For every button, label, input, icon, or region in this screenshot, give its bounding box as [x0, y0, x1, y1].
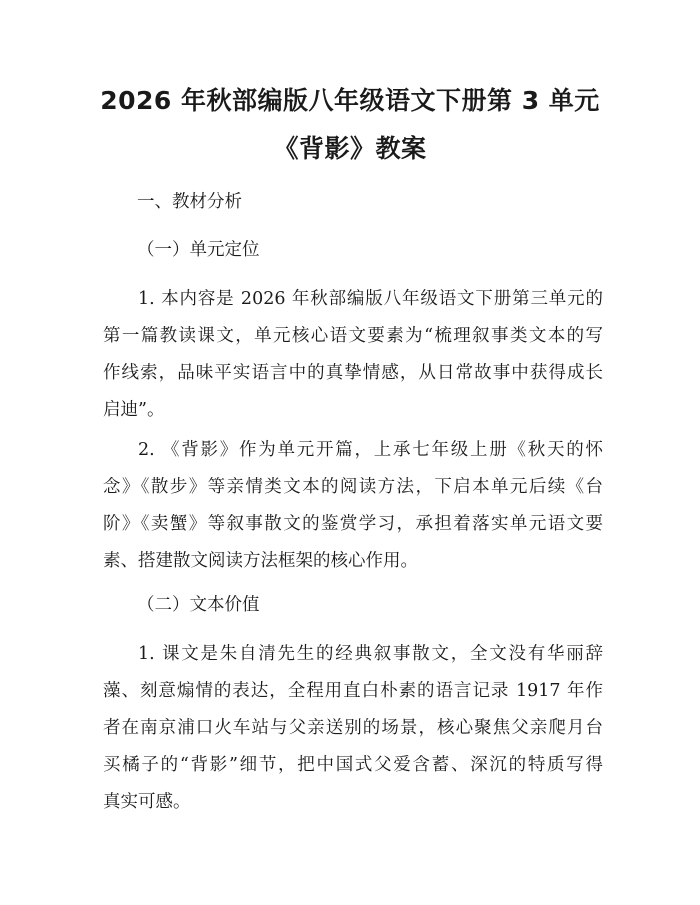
paragraph-text-value-1: [103, 636, 603, 821]
paragraph-line: 作线索，品味平实语言中的真挚情感，从日常故事中获得成长: [103, 363, 603, 383]
subsection-heading-text-value: （二）文本价值: [137, 595, 260, 615]
paragraph-line: 2. 《背影》作为单元开篇，上承七年级上册《秋天的怀: [138, 440, 603, 460]
paragraph-line: 阶》《卖蟹》等叙事散文的鉴赏学习，承担着落实单元语文要: [103, 514, 603, 534]
paragraph-line: 1. 课文是朱自清先生的经典叙事散文，全文没有华丽辞: [138, 644, 603, 664]
paragraph-line: 启迪”。: [103, 400, 165, 420]
paragraph-line: 买橘子的“背影”细节，把中国式父爱含蓄、深沉的特质写得: [103, 755, 603, 775]
subsection-heading-unit-positioning: （一）单元定位: [137, 240, 260, 260]
paragraph-unit-positioning-2: [103, 432, 603, 580]
document-title-line-1: 2026 年秋部编版八年级语文下册第 3 单元: [100, 86, 600, 115]
paragraph-line: 1. 本内容是 2026 年秋部编版八年级语文下册第三单元的: [138, 289, 603, 309]
paragraph-line: 者在南京浦口火车站与父亲送别的场景，核心聚焦父亲爬月台: [103, 718, 603, 738]
section-heading-teaching-material-analysis: 一、教材分析: [137, 192, 242, 212]
paragraph-line: 念》《散步》等亲情类文本的阅读方法，下启本单元后续《台: [103, 477, 603, 497]
paragraph-line: 第一篇教读课文，单元核心语文要素为“梳理叙事类文本的写: [103, 326, 603, 346]
paragraph-line: 藻、刻意煽情的表达，全程用直白朴素的语言记录 1917 年作: [103, 681, 603, 701]
paragraph-line: 素、搭建散文阅读方法框架的核心作用。: [103, 551, 418, 571]
paragraph-line: 真实可感。: [103, 792, 191, 812]
document-title-line-2: 《背影》教案: [273, 134, 427, 163]
paragraph-unit-positioning-1: [103, 281, 603, 429]
